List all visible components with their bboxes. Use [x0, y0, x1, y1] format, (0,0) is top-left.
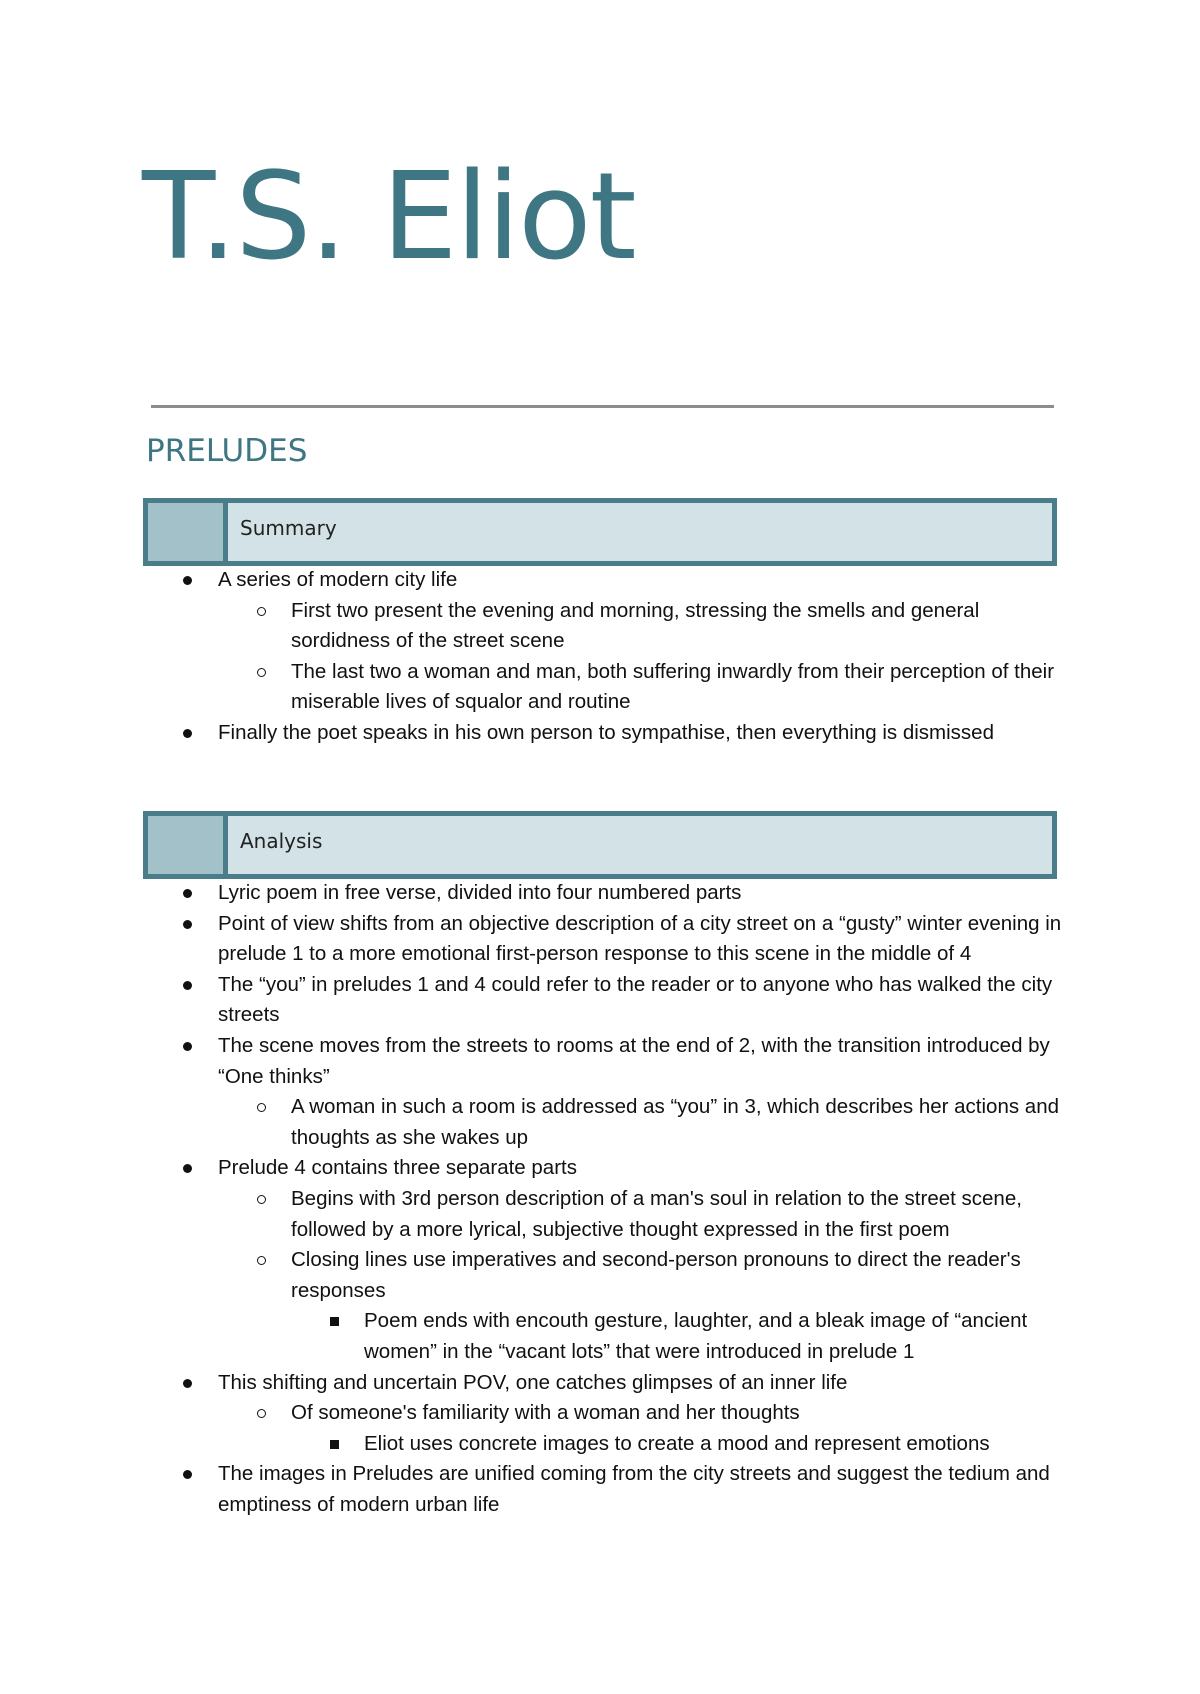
bullet-disc-icon	[183, 1470, 192, 1479]
bullet-square-icon	[330, 1317, 339, 1326]
list-item	[0, 718, 1200, 749]
list-item	[0, 1031, 1200, 1092]
summary-banner-swatch	[148, 503, 228, 561]
list-item-text: The “you” in preludes 1 and 4 could refer to the reader or to anyone who has walked the city streets	[218, 972, 1053, 1027]
list-item-text: First two present the evening and morning, stressing the smells and general sordidness of the street scene	[291, 598, 980, 653]
bullet-circle-icon	[257, 1195, 266, 1204]
list-item-text: Of someone's familiarity with a woman and her thoughts	[291, 1401, 800, 1425]
list-item-text: Eliot uses concrete images to create a mood and represent emotions	[364, 1431, 990, 1455]
analysis-list	[0, 878, 1200, 1520]
section-heading: PRELUDES	[146, 433, 308, 469]
bullet-circle-icon	[257, 1103, 266, 1112]
title-divider	[151, 405, 1054, 408]
list-item	[0, 1306, 1200, 1367]
list-item	[0, 1184, 1200, 1245]
list-item-text: The last two a woman and man, both suffering inwardly from their perception of their miserable lives of squalor and routine	[291, 659, 1055, 714]
document-title: T.S. Eliot	[142, 148, 635, 287]
analysis-banner-swatch	[148, 816, 228, 874]
list-item-text: Prelude 4 contains three separate parts	[218, 1156, 577, 1180]
bullet-disc-icon	[183, 1042, 192, 1051]
list-item	[0, 970, 1200, 1031]
bullet-disc-icon	[183, 889, 192, 898]
list-item	[0, 1459, 1200, 1520]
list-item-text: Point of view shifts from an objective description of a city street on a “gusty” winter evening in prelude 1 to a more emotional first-person response to this scene in the middle of 4	[218, 911, 1062, 966]
list-item	[0, 1429, 1200, 1460]
list-item	[0, 657, 1200, 718]
list-item	[0, 878, 1200, 909]
bullet-circle-icon	[257, 1409, 266, 1418]
summary-list	[0, 565, 1200, 749]
list-item	[0, 1398, 1200, 1429]
list-item	[0, 1368, 1200, 1399]
bullet-circle-icon	[257, 668, 266, 677]
list-item-text: Finally the poet speaks in his own person to sympathise, then everything is dismissed	[218, 720, 994, 744]
bullet-disc-icon	[183, 981, 192, 990]
list-item	[0, 1153, 1200, 1184]
list-item	[0, 1245, 1200, 1306]
analysis-banner	[143, 811, 1057, 879]
list-item-text: Lyric poem in free verse, divided into four numbered parts	[218, 881, 742, 904]
list-item-text: A woman in such a room is addressed as “you” in 3, which describes her actions and thoughts as she wakes up	[291, 1095, 1059, 1149]
bullet-disc-icon	[183, 1164, 192, 1173]
bullet-disc-icon	[183, 729, 192, 738]
list-item	[0, 565, 1200, 596]
list-item-text: A series of modern city life	[218, 568, 458, 591]
bullet-disc-icon	[183, 576, 192, 585]
list-item-text: Begins with 3rd person description of a man's soul in relation to the street scene, followed by a more lyrical, subjective thought expressed in the first poem	[291, 1186, 1022, 1241]
summary-banner	[143, 498, 1057, 566]
list-item	[0, 596, 1200, 657]
list-item-text: Poem ends with encouth gesture, laughter, and a bleak image of “ancient women” in the “vacant lots” that were introduced in prelude 1	[364, 1309, 1028, 1363]
list-item	[0, 1092, 1200, 1153]
bullet-square-icon	[330, 1440, 339, 1449]
list-item-text: This shifting and uncertain POV, one catches glimpses of an inner life	[218, 1370, 848, 1394]
list-item-text: The scene moves from the streets to rooms at the end of 2, with the transition introduced by “One thinks”	[218, 1033, 1050, 1088]
bullet-circle-icon	[257, 607, 266, 616]
bullet-circle-icon	[257, 1256, 266, 1265]
list-item-text: The images in Preludes are unified coming from the city streets and suggest the tedium and emptiness of modern urban life	[218, 1462, 1050, 1516]
bullet-disc-icon	[183, 1379, 192, 1388]
summary-banner-label: Summary	[240, 516, 337, 540]
list-item-text: Closing lines use imperatives and second-person pronouns to direct the reader's responses	[291, 1248, 1021, 1302]
list-item	[0, 909, 1200, 970]
bullet-disc-icon	[183, 920, 192, 929]
analysis-banner-label: Analysis	[240, 829, 323, 853]
